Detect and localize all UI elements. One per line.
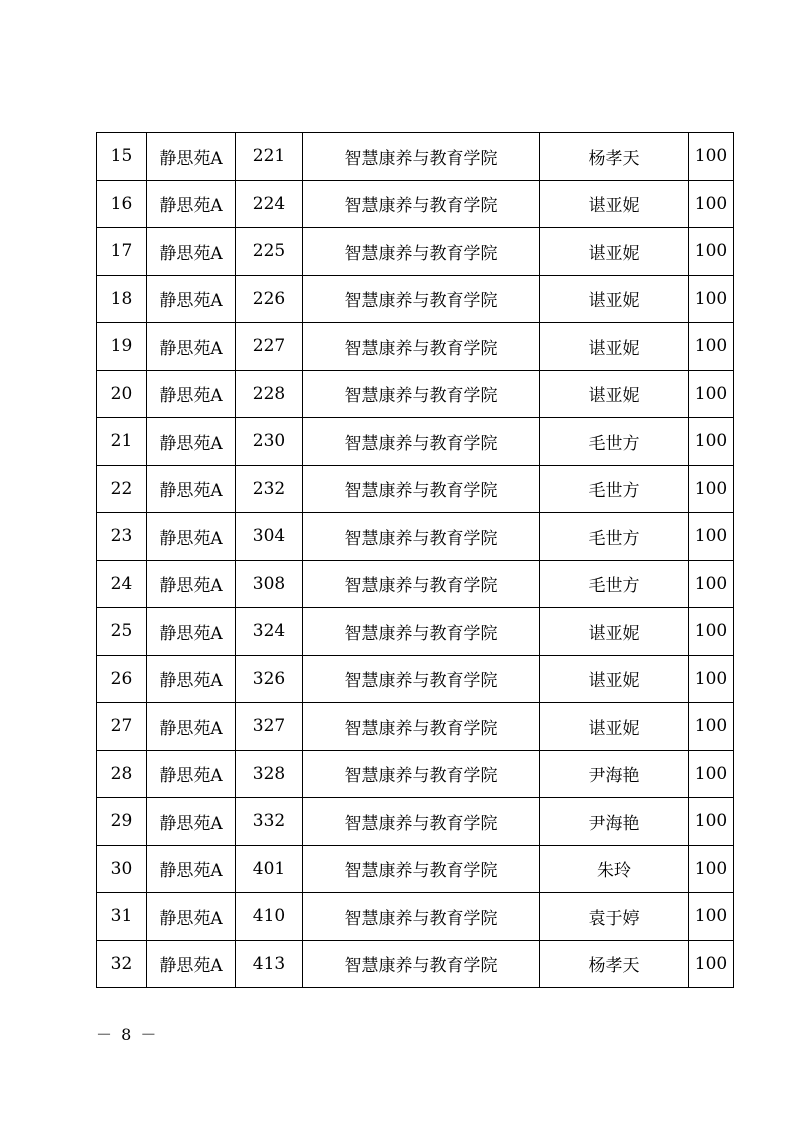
cell-college: 智慧康养与教育学院 <box>303 798 540 846</box>
cell-college: 智慧康养与教育学院 <box>303 608 540 656</box>
cell-college: 智慧康养与教育学院 <box>303 893 540 941</box>
cell-room: 226 <box>236 275 303 323</box>
table-row <box>97 133 734 181</box>
cell-person: 尹海艳 <box>540 798 689 846</box>
cell-room: 227 <box>236 323 303 371</box>
cell-room: 228 <box>236 370 303 418</box>
cell-building: 静思苑A <box>147 133 236 181</box>
table-row <box>97 893 734 941</box>
cell-college: 智慧康养与教育学院 <box>303 180 540 228</box>
cell-number: 23 <box>97 513 147 561</box>
cell-number: 28 <box>97 750 147 798</box>
cell-building: 静思苑A <box>147 798 236 846</box>
cell-score: 100 <box>689 133 734 181</box>
cell-room: 225 <box>236 228 303 276</box>
table-row <box>97 180 734 228</box>
cell-score: 100 <box>689 608 734 656</box>
page-number: － 8 － <box>96 1025 159 1044</box>
cell-building: 静思苑A <box>147 845 236 893</box>
cell-building: 静思苑A <box>147 560 236 608</box>
cell-score: 100 <box>689 655 734 703</box>
cell-room: 304 <box>236 513 303 561</box>
cell-room: 410 <box>236 893 303 941</box>
cell-college: 智慧康养与教育学院 <box>303 323 540 371</box>
cell-building: 静思苑A <box>147 940 236 988</box>
cell-room: 327 <box>236 703 303 751</box>
table-row <box>97 798 734 846</box>
cell-score: 100 <box>689 275 734 323</box>
table-row <box>97 228 734 276</box>
cell-person: 谌亚妮 <box>540 323 689 371</box>
cell-room: 324 <box>236 608 303 656</box>
cell-room: 221 <box>236 133 303 181</box>
cell-person: 尹海艳 <box>540 750 689 798</box>
cell-room: 308 <box>236 560 303 608</box>
cell-score: 100 <box>689 228 734 276</box>
table-body <box>97 133 734 988</box>
cell-person: 杨孝天 <box>540 133 689 181</box>
table-row <box>97 845 734 893</box>
table-row <box>97 750 734 798</box>
cell-room: 401 <box>236 845 303 893</box>
cell-person: 谌亚妮 <box>540 275 689 323</box>
cell-building: 静思苑A <box>147 275 236 323</box>
cell-number: 32 <box>97 940 147 988</box>
cell-building: 静思苑A <box>147 323 236 371</box>
cell-person: 杨孝天 <box>540 940 689 988</box>
cell-person: 谌亚妮 <box>540 370 689 418</box>
cell-person: 毛世方 <box>540 560 689 608</box>
table-row <box>97 560 734 608</box>
cell-number: 15 <box>97 133 147 181</box>
cell-number: 31 <box>97 893 147 941</box>
cell-building: 静思苑A <box>147 513 236 561</box>
cell-room: 413 <box>236 940 303 988</box>
cell-person: 袁于婷 <box>540 893 689 941</box>
cell-room: 326 <box>236 655 303 703</box>
cell-score: 100 <box>689 940 734 988</box>
cell-person: 朱玲 <box>540 845 689 893</box>
cell-building: 静思苑A <box>147 655 236 703</box>
cell-college: 智慧康养与教育学院 <box>303 750 540 798</box>
cell-person: 谌亚妮 <box>540 655 689 703</box>
cell-number: 27 <box>97 703 147 751</box>
cell-building: 静思苑A <box>147 370 236 418</box>
cell-number: 24 <box>97 560 147 608</box>
cell-college: 智慧康养与教育学院 <box>303 465 540 513</box>
cell-college: 智慧康养与教育学院 <box>303 560 540 608</box>
cell-college: 智慧康养与教育学院 <box>303 655 540 703</box>
cell-person: 谌亚妮 <box>540 608 689 656</box>
table-row <box>97 275 734 323</box>
cell-score: 100 <box>689 560 734 608</box>
cell-building: 静思苑A <box>147 893 236 941</box>
cell-room: 328 <box>236 750 303 798</box>
cell-college: 智慧康养与教育学院 <box>303 940 540 988</box>
cell-person: 毛世方 <box>540 465 689 513</box>
cell-number: 26 <box>97 655 147 703</box>
dormitory-score-table <box>96 132 734 988</box>
cell-score: 100 <box>689 845 734 893</box>
cell-score: 100 <box>689 465 734 513</box>
cell-college: 智慧康养与教育学院 <box>303 513 540 561</box>
cell-score: 100 <box>689 370 734 418</box>
cell-score: 100 <box>689 750 734 798</box>
cell-number: 21 <box>97 418 147 466</box>
cell-building: 静思苑A <box>147 418 236 466</box>
cell-college: 智慧康养与教育学院 <box>303 418 540 466</box>
cell-building: 静思苑A <box>147 703 236 751</box>
cell-college: 智慧康养与教育学院 <box>303 845 540 893</box>
cell-person: 谌亚妮 <box>540 180 689 228</box>
table-row <box>97 655 734 703</box>
cell-number: 25 <box>97 608 147 656</box>
cell-score: 100 <box>689 418 734 466</box>
table-row <box>97 465 734 513</box>
cell-number: 18 <box>97 275 147 323</box>
cell-person: 毛世方 <box>540 418 689 466</box>
table-row <box>97 608 734 656</box>
cell-number: 16 <box>97 180 147 228</box>
table-row <box>97 418 734 466</box>
cell-number: 29 <box>97 798 147 846</box>
cell-college: 智慧康养与教育学院 <box>303 370 540 418</box>
cell-score: 100 <box>689 323 734 371</box>
cell-college: 智慧康养与教育学院 <box>303 275 540 323</box>
cell-person: 毛世方 <box>540 513 689 561</box>
cell-building: 静思苑A <box>147 750 236 798</box>
cell-number: 19 <box>97 323 147 371</box>
table-row <box>97 940 734 988</box>
cell-building: 静思苑A <box>147 180 236 228</box>
cell-college: 智慧康养与教育学院 <box>303 133 540 181</box>
cell-room: 332 <box>236 798 303 846</box>
cell-room: 230 <box>236 418 303 466</box>
cell-score: 100 <box>689 798 734 846</box>
table-row <box>97 513 734 561</box>
cell-number: 17 <box>97 228 147 276</box>
table-row <box>97 703 734 751</box>
cell-person: 谌亚妮 <box>540 703 689 751</box>
table-row <box>97 370 734 418</box>
cell-college: 智慧康养与教育学院 <box>303 703 540 751</box>
cell-building: 静思苑A <box>147 608 236 656</box>
cell-score: 100 <box>689 180 734 228</box>
cell-building: 静思苑A <box>147 228 236 276</box>
cell-building: 静思苑A <box>147 465 236 513</box>
table-row <box>97 323 734 371</box>
cell-number: 30 <box>97 845 147 893</box>
cell-college: 智慧康养与教育学院 <box>303 228 540 276</box>
cell-room: 232 <box>236 465 303 513</box>
cell-person: 谌亚妮 <box>540 228 689 276</box>
cell-number: 22 <box>97 465 147 513</box>
cell-score: 100 <box>689 703 734 751</box>
cell-score: 100 <box>689 513 734 561</box>
cell-room: 224 <box>236 180 303 228</box>
cell-score: 100 <box>689 893 734 941</box>
cell-number: 20 <box>97 370 147 418</box>
